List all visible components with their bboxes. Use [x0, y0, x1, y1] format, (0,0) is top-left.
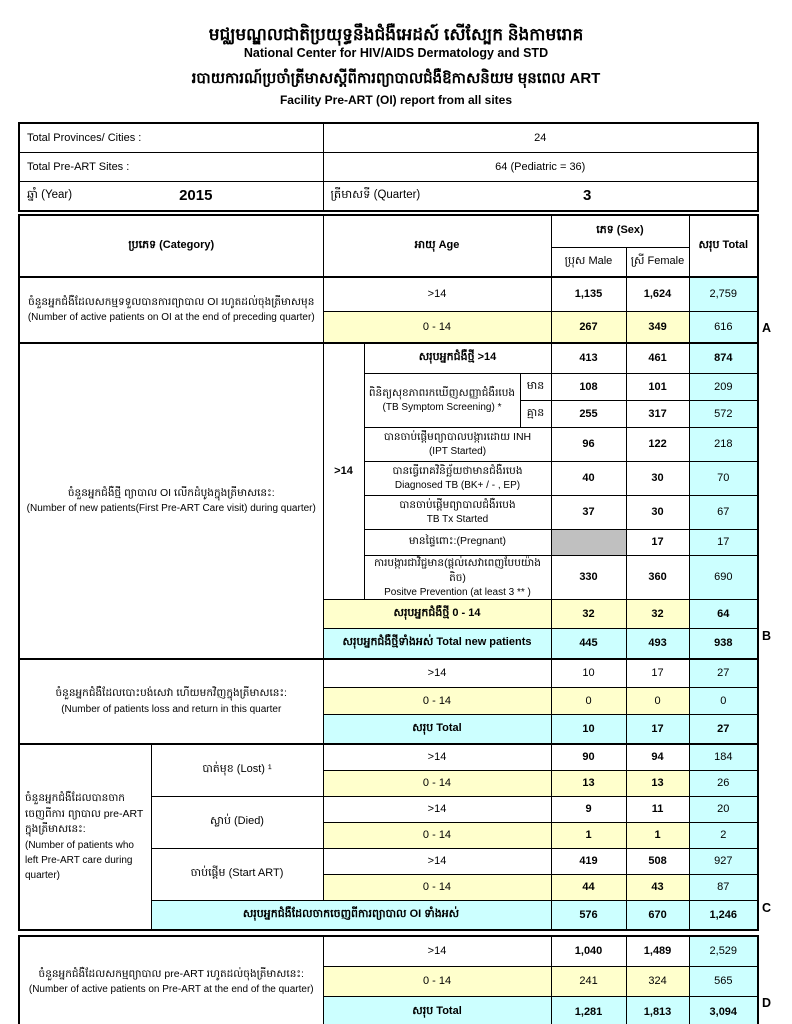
total-value: 70	[689, 461, 758, 495]
total-label: សរុប Total	[323, 714, 551, 744]
age-cell: >14	[323, 936, 551, 966]
total-value: 616	[689, 311, 758, 343]
female-value: 17	[626, 659, 689, 687]
total-new-patients-label: សរុបអ្នកជំងឺថ្មីទាំងអស់ Total new patients	[323, 628, 551, 659]
male-value: 576	[551, 900, 626, 930]
section-c-category-khmer: ចំនួនអ្នកជំងឺដែលបានចាកចេញពីការ ព្យាបាល pre-ART ក្នុងត្រីមាសនេះ:	[25, 791, 144, 836]
total-value: 64	[689, 599, 758, 628]
total-value: 2	[689, 822, 758, 848]
age-cell: >14	[323, 277, 551, 311]
male-value: 10	[551, 659, 626, 687]
age-group-cell: >14	[323, 343, 364, 599]
female-value: 1	[626, 822, 689, 848]
male-value: 1,135	[551, 277, 626, 311]
tb-tx-label	[364, 495, 551, 529]
tb-yes-label: មាន	[520, 373, 551, 400]
age-cell: 0 - 14	[323, 874, 551, 900]
loss-return-category-khmer: ចំនួនអ្នកជំងឺដែលបោះបង់សេវា ហើយមកវិញក្នុងត្រីមាសនេះ:	[55, 687, 287, 700]
male-value: 9	[551, 796, 626, 822]
sites-label: Total Pre-ART Sites :	[19, 152, 323, 181]
section-d-category-english: (Number of active patients on Pre-ART at the end of the quarter)	[28, 984, 314, 996]
tb-tx-label-khmer: បានចាប់ផ្តើមព្យាបាលជំងឺរបេង	[399, 499, 516, 511]
age-cell: >14	[323, 848, 551, 874]
age-cell: 0 - 14	[323, 311, 551, 343]
col-header-age: អាយុ Age	[323, 215, 551, 277]
total-value: 2,759	[689, 277, 758, 311]
male-value: 1	[551, 822, 626, 848]
col-header-male: ប្រុស Male	[551, 247, 626, 277]
total-value: 2,529	[689, 936, 758, 966]
female-value: 1,813	[626, 996, 689, 1024]
total-value: 209	[689, 373, 758, 400]
female-value: 30	[626, 495, 689, 529]
female-value: 32	[626, 599, 689, 628]
male-value: 330	[551, 555, 626, 599]
summary-over14-label: សរុបអ្នកជំងឺថ្មី >14	[364, 343, 551, 373]
summary-under14-label: សរុបអ្នកជំងឺថ្មី 0 - 14	[323, 599, 551, 628]
section-b-category-khmer: ចំនួនអ្នកជំងឺថ្មី ព្យាបាល OI លើកដំបូងក្នុងត្រីមាសនេះ:	[67, 486, 275, 499]
male-value: 1,281	[551, 996, 626, 1024]
female-value: 13	[626, 770, 689, 796]
age-cell: >14	[323, 659, 551, 687]
total-value: 218	[689, 427, 758, 461]
male-value-disabled	[551, 529, 626, 555]
total-value: 67	[689, 495, 758, 529]
male-value: 445	[551, 628, 626, 659]
loss-return-category	[19, 659, 323, 744]
male-value: 0	[551, 687, 626, 714]
section-d-table	[18, 935, 759, 1024]
total-value: 938	[689, 628, 758, 659]
age-cell: 0 - 14	[323, 770, 551, 796]
male-value: 44	[551, 874, 626, 900]
total-value: 27	[689, 659, 758, 687]
female-value: 493	[626, 628, 689, 659]
female-value: 349	[626, 311, 689, 343]
female-value: 508	[626, 848, 689, 874]
report-table	[18, 214, 759, 931]
section-d-row-over14	[19, 936, 758, 966]
total-value: 27	[689, 714, 758, 744]
title-english: National Center for HIV/AIDS Dermatology and STD	[243, 46, 549, 61]
male-value: 1,040	[551, 936, 626, 966]
row-marker-b: B	[762, 629, 772, 643]
female-value: 324	[626, 966, 689, 996]
row-marker-c: C	[762, 901, 772, 915]
female-value: 1,489	[626, 936, 689, 966]
col-header-female: ស្រី Female	[626, 247, 689, 277]
total-value: 565	[689, 966, 758, 996]
total-value: 1,246	[689, 900, 758, 930]
tb-no-label: គ្មាន	[520, 400, 551, 427]
sites-value: 64 (Pediatric = 36)	[323, 152, 758, 181]
year-cell	[19, 181, 323, 211]
age-cell: 0 - 14	[323, 822, 551, 848]
female-value: 461	[626, 343, 689, 373]
section-b-summary-over14-row	[19, 343, 758, 373]
male-value: 96	[551, 427, 626, 461]
quarter-label: ត្រីមាសទី (Quarter)	[330, 189, 421, 202]
row-marker-a: A	[762, 321, 772, 335]
male-value: 32	[551, 599, 626, 628]
section-a-category	[19, 277, 323, 343]
total-value: 87	[689, 874, 758, 900]
male-value: 255	[551, 400, 626, 427]
section-b-category	[19, 343, 323, 659]
positive-prevention-label-english: Positve Prevention (at least 3 ** )	[384, 586, 531, 598]
total-value: 3,094	[689, 996, 758, 1024]
female-value: 30	[626, 461, 689, 495]
total-value: 17	[689, 529, 758, 555]
pregnant-label	[364, 529, 551, 555]
ipt-label-khmer: បានចាប់ផ្តើមព្យាបាលបង្ការដោយ INH	[383, 431, 532, 443]
total-value: 26	[689, 770, 758, 796]
info-row-period	[19, 181, 758, 211]
total-value: 184	[689, 744, 758, 770]
total-value: 20	[689, 796, 758, 822]
female-value: 122	[626, 427, 689, 461]
section-d-category	[19, 936, 323, 1024]
positive-prevention-label	[364, 555, 551, 599]
quarter-cell	[323, 181, 758, 211]
female-value: 360	[626, 555, 689, 599]
info-table	[18, 122, 759, 212]
age-cell: >14	[323, 744, 551, 770]
male-value: 108	[551, 373, 626, 400]
quarter-value: 3	[582, 187, 592, 205]
year-value: 2015	[179, 187, 213, 205]
section-c-category	[19, 744, 151, 930]
tb-tx-label-english: TB Tx Started	[426, 514, 489, 525]
loss-return-row-over14	[19, 659, 758, 687]
age-cell: 0 - 14	[323, 687, 551, 714]
diagnosed-tb-label-english: Diagnosed TB (BK+ / - , EP)	[394, 480, 521, 491]
total-value: 927	[689, 848, 758, 874]
male-value: 40	[551, 461, 626, 495]
loss-return-category-english: (Number of patients loss and return in this quarter	[61, 703, 282, 715]
provinces-value: 24	[323, 123, 758, 152]
female-value: 317	[626, 400, 689, 427]
male-value: 10	[551, 714, 626, 744]
provinces-label: Total Provinces/ Cities :	[19, 123, 323, 152]
section-c-summary-label: សរុបអ្នកជំងឺដែលចាកចេញពីការព្យាបាល OI ទាំងអស់	[151, 900, 551, 930]
age-cell: >14	[323, 796, 551, 822]
ipt-label-english: (IPT Started)	[428, 446, 487, 457]
female-value: 43	[626, 874, 689, 900]
subtitle-english: Facility Pre-ART (OI) report from all sites	[279, 93, 513, 108]
female-value: 0	[626, 687, 689, 714]
female-value: 11	[626, 796, 689, 822]
section-c-category-english: (Number of patients who left Pre-ART care during quarter)	[25, 840, 134, 882]
start-art-label: ចាប់ផ្តើម (Start ART)	[151, 848, 323, 900]
female-value: 94	[626, 744, 689, 770]
female-value: 670	[626, 900, 689, 930]
tb-screening-label-khmer: ពិនិត្យសុខភាពរកឃើញសញ្ញាជំងឺរបេង	[368, 387, 516, 399]
total-value: 572	[689, 400, 758, 427]
report-header	[0, 0, 792, 122]
table-header-row-1	[19, 215, 758, 247]
section-a-row-over14	[19, 277, 758, 311]
male-value: 241	[551, 966, 626, 996]
subtitle-khmer: របាយការណ៍ប្រចាំត្រីមាសស្តីពីការព្យាបាលជំងឺឱកាសនិយម មុនពេល ART	[191, 70, 601, 88]
female-value: 101	[626, 373, 689, 400]
positive-prevention-label-khmer: ការបង្ការជាវិជ្ជមាន(ផ្តល់សេវាពេញបែបយ៉ាងតិច)	[374, 556, 541, 584]
male-value: 37	[551, 495, 626, 529]
male-value: 419	[551, 848, 626, 874]
section-d-category-khmer: ចំនួនអ្នកជំងឺដែលសកម្មព្យាបាល pre-ART រហូតដល់ចុងត្រីមាសនេះ:	[38, 967, 304, 980]
age-cell: 0 - 14	[323, 966, 551, 996]
male-value: 90	[551, 744, 626, 770]
total-value: 0	[689, 687, 758, 714]
section-a-category-khmer: ចំនួនអ្នកជំងឺដែលសកម្មទទួលបានការព្យាបាល OI រហូតដល់ចុងត្រីមាសមុន	[28, 295, 315, 308]
lost-label: បាត់មុខ (Lost) ¹	[151, 744, 323, 796]
female-value: 1,624	[626, 277, 689, 311]
col-header-category: ប្រភេទ (Category)	[19, 215, 323, 277]
diagnosed-tb-label	[364, 461, 551, 495]
info-row-provinces	[19, 123, 758, 152]
year-label: ឆ្នាំ (Year)	[27, 189, 73, 202]
info-row-sites	[19, 152, 758, 181]
col-header-total: សរុប Total	[689, 215, 758, 277]
pregnant-label-khmer: មានផ្ទៃពោះ:(Pregnant)	[408, 534, 507, 547]
tb-screening-label-english: (TB Symptom Screening) *	[382, 402, 502, 413]
total-value: 874	[689, 343, 758, 373]
male-value: 13	[551, 770, 626, 796]
died-label: ស្លាប់ (Died)	[151, 796, 323, 848]
female-value: 17	[626, 529, 689, 555]
lost-over14-row	[19, 744, 758, 770]
ipt-label	[364, 427, 551, 461]
tb-screening-label	[364, 373, 520, 427]
male-value: 413	[551, 343, 626, 373]
row-marker-d: D	[762, 996, 772, 1010]
female-value: 17	[626, 714, 689, 744]
total-label: សរុប Total	[323, 996, 551, 1024]
total-value: 690	[689, 555, 758, 599]
title-khmer: មជ្ឈមណ្ឌលជាតិប្រយុទ្ធនឹងជំងឺអេដស៍ សើស្បែក និងកាមរោគ	[208, 25, 584, 44]
section-a-category-english: (Number of active patients on OI at the end of preceding quarter)	[27, 312, 315, 324]
col-header-sex: ភេទ (Sex)	[551, 215, 689, 247]
diagnosed-tb-label-khmer: បានធ្វើរោគវិនិច្ឆ័យថាមានជំងឺរបេង	[392, 465, 523, 477]
male-value: 267	[551, 311, 626, 343]
section-b-category-english: (Number of new patients(First Pre-ART Care visit) during quarter)	[26, 503, 316, 515]
